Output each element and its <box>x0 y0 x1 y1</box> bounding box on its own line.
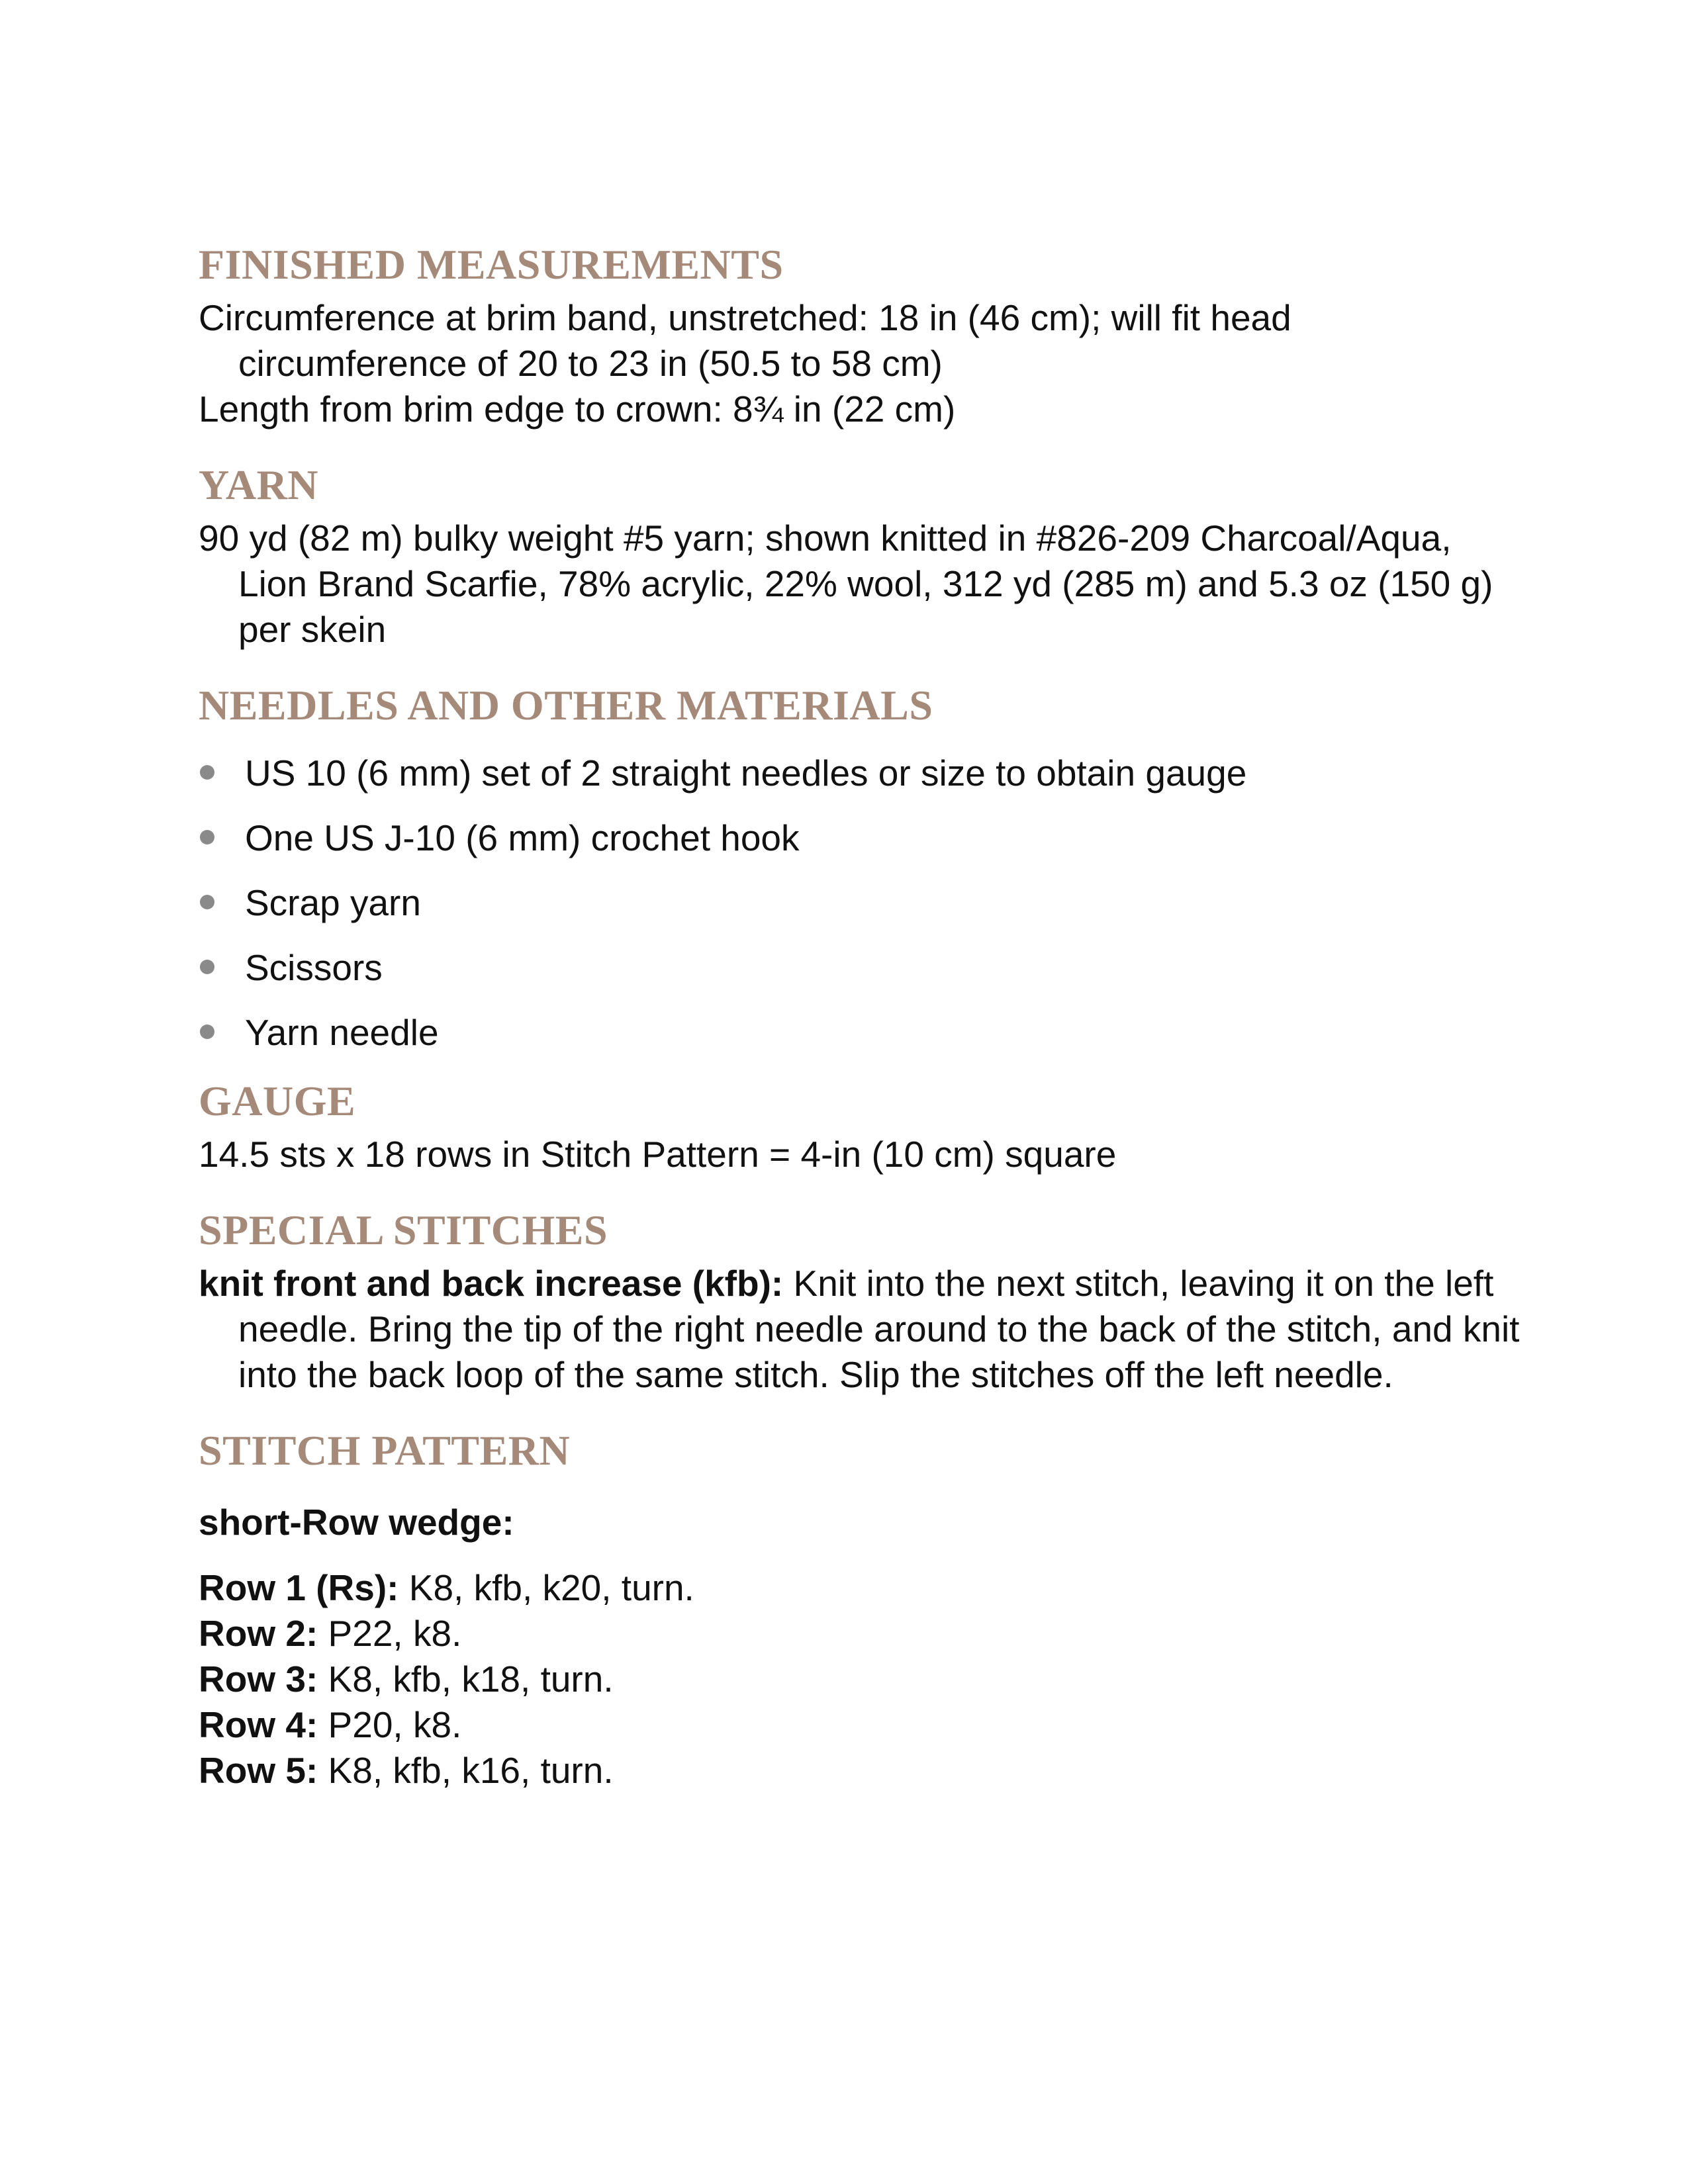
row-label: Row 4: <box>199 1704 318 1745</box>
needles-heading: NEEDLES AND OTHER MATERIALS <box>199 682 933 729</box>
list-item-text: One US J-10 (6 mm) crochet hook <box>245 817 800 858</box>
stitch-pattern-heading: STITCH PATTERN <box>199 1427 571 1474</box>
pattern-row <box>199 1611 1523 1657</box>
special-stitches-section <box>199 1204 1523 1398</box>
list-item <box>199 880 1523 926</box>
kfb-description: Knit into the next stitch, leaving it on the left needle. Bring the tip of the right needle around to the back of the stitch, and knit into the back loop of the same stitch. Slip the stitches off the left needle. <box>238 1263 1520 1395</box>
list-item-text: Scrap yarn <box>245 882 421 923</box>
pattern-row <box>199 1702 1523 1748</box>
list-item-text: US 10 (6 mm) set of 2 straight needles or size to obtain gauge <box>245 752 1247 794</box>
list-item <box>199 1010 1523 1056</box>
needles-section <box>199 679 1523 1056</box>
bullet-icon <box>200 1024 214 1039</box>
short-row-wedge-subheading: short-Row wedge: <box>199 1502 514 1543</box>
materials-list <box>199 751 1523 1056</box>
row-instruction: P22, k8. <box>318 1613 462 1654</box>
special-stitches-heading: SPECIAL STITCHES <box>199 1206 608 1253</box>
yarn-text: 90 yd (82 m) bulky weight #5 yarn; shown knitted in #826-209 Charcoal/Aqua, Lion Brand Scarfie, 78% acrylic, 22% wool, 312 yd (285 m) and 5.3 oz (150 g) per skein <box>199 518 1493 650</box>
gauge-section <box>199 1075 1523 1177</box>
finished-measurements-section <box>199 238 1523 432</box>
row-label: Row 5: <box>199 1750 318 1791</box>
row-instruction: P20, k8. <box>318 1704 462 1745</box>
kfb-definition <box>199 1261 1523 1398</box>
row-instruction: K8, kfb, k18, turn. <box>318 1659 614 1700</box>
list-item <box>199 751 1523 796</box>
yarn-section <box>199 459 1523 653</box>
bullet-icon <box>200 830 214 844</box>
bullet-icon <box>200 960 214 974</box>
bullet-icon <box>200 765 214 780</box>
list-item <box>199 815 1523 861</box>
row-label: Row 2: <box>199 1613 318 1654</box>
pattern-row <box>199 1657 1523 1702</box>
row-instruction: K8, kfb, k20, turn. <box>399 1567 694 1608</box>
yarn-heading: YARN <box>199 461 318 508</box>
pattern-row <box>199 1748 1523 1794</box>
list-item-text: Scissors <box>245 947 383 988</box>
gauge-text: 14.5 sts x 18 rows in Stitch Pattern = 4-in (10 cm) square <box>199 1134 1117 1175</box>
list-item-text: Yarn needle <box>245 1012 439 1053</box>
pattern-row <box>199 1565 1523 1611</box>
row-label: Row 1 (Rs): <box>199 1567 399 1608</box>
document-page <box>199 238 1523 1820</box>
circumference-text: Circumference at brim band, unstretched: 18 in (46 cm); will fit head circumference of 20 to 23 in (50.5 to 58 cm) <box>199 297 1291 384</box>
kfb-term: knit front and back increase (kfb): <box>199 1263 784 1304</box>
list-item <box>199 945 1523 991</box>
stitch-pattern-section <box>199 1424 1523 1794</box>
length-text: Length from brim edge to crown: 8¾ in (22 cm) <box>199 388 956 430</box>
gauge-heading: GAUGE <box>199 1077 356 1124</box>
bullet-icon <box>200 895 214 909</box>
finished-measurements-heading: FINISHED MEASUREMENTS <box>199 241 784 288</box>
row-label: Row 3: <box>199 1659 318 1700</box>
row-instruction: K8, kfb, k16, turn. <box>318 1750 614 1791</box>
